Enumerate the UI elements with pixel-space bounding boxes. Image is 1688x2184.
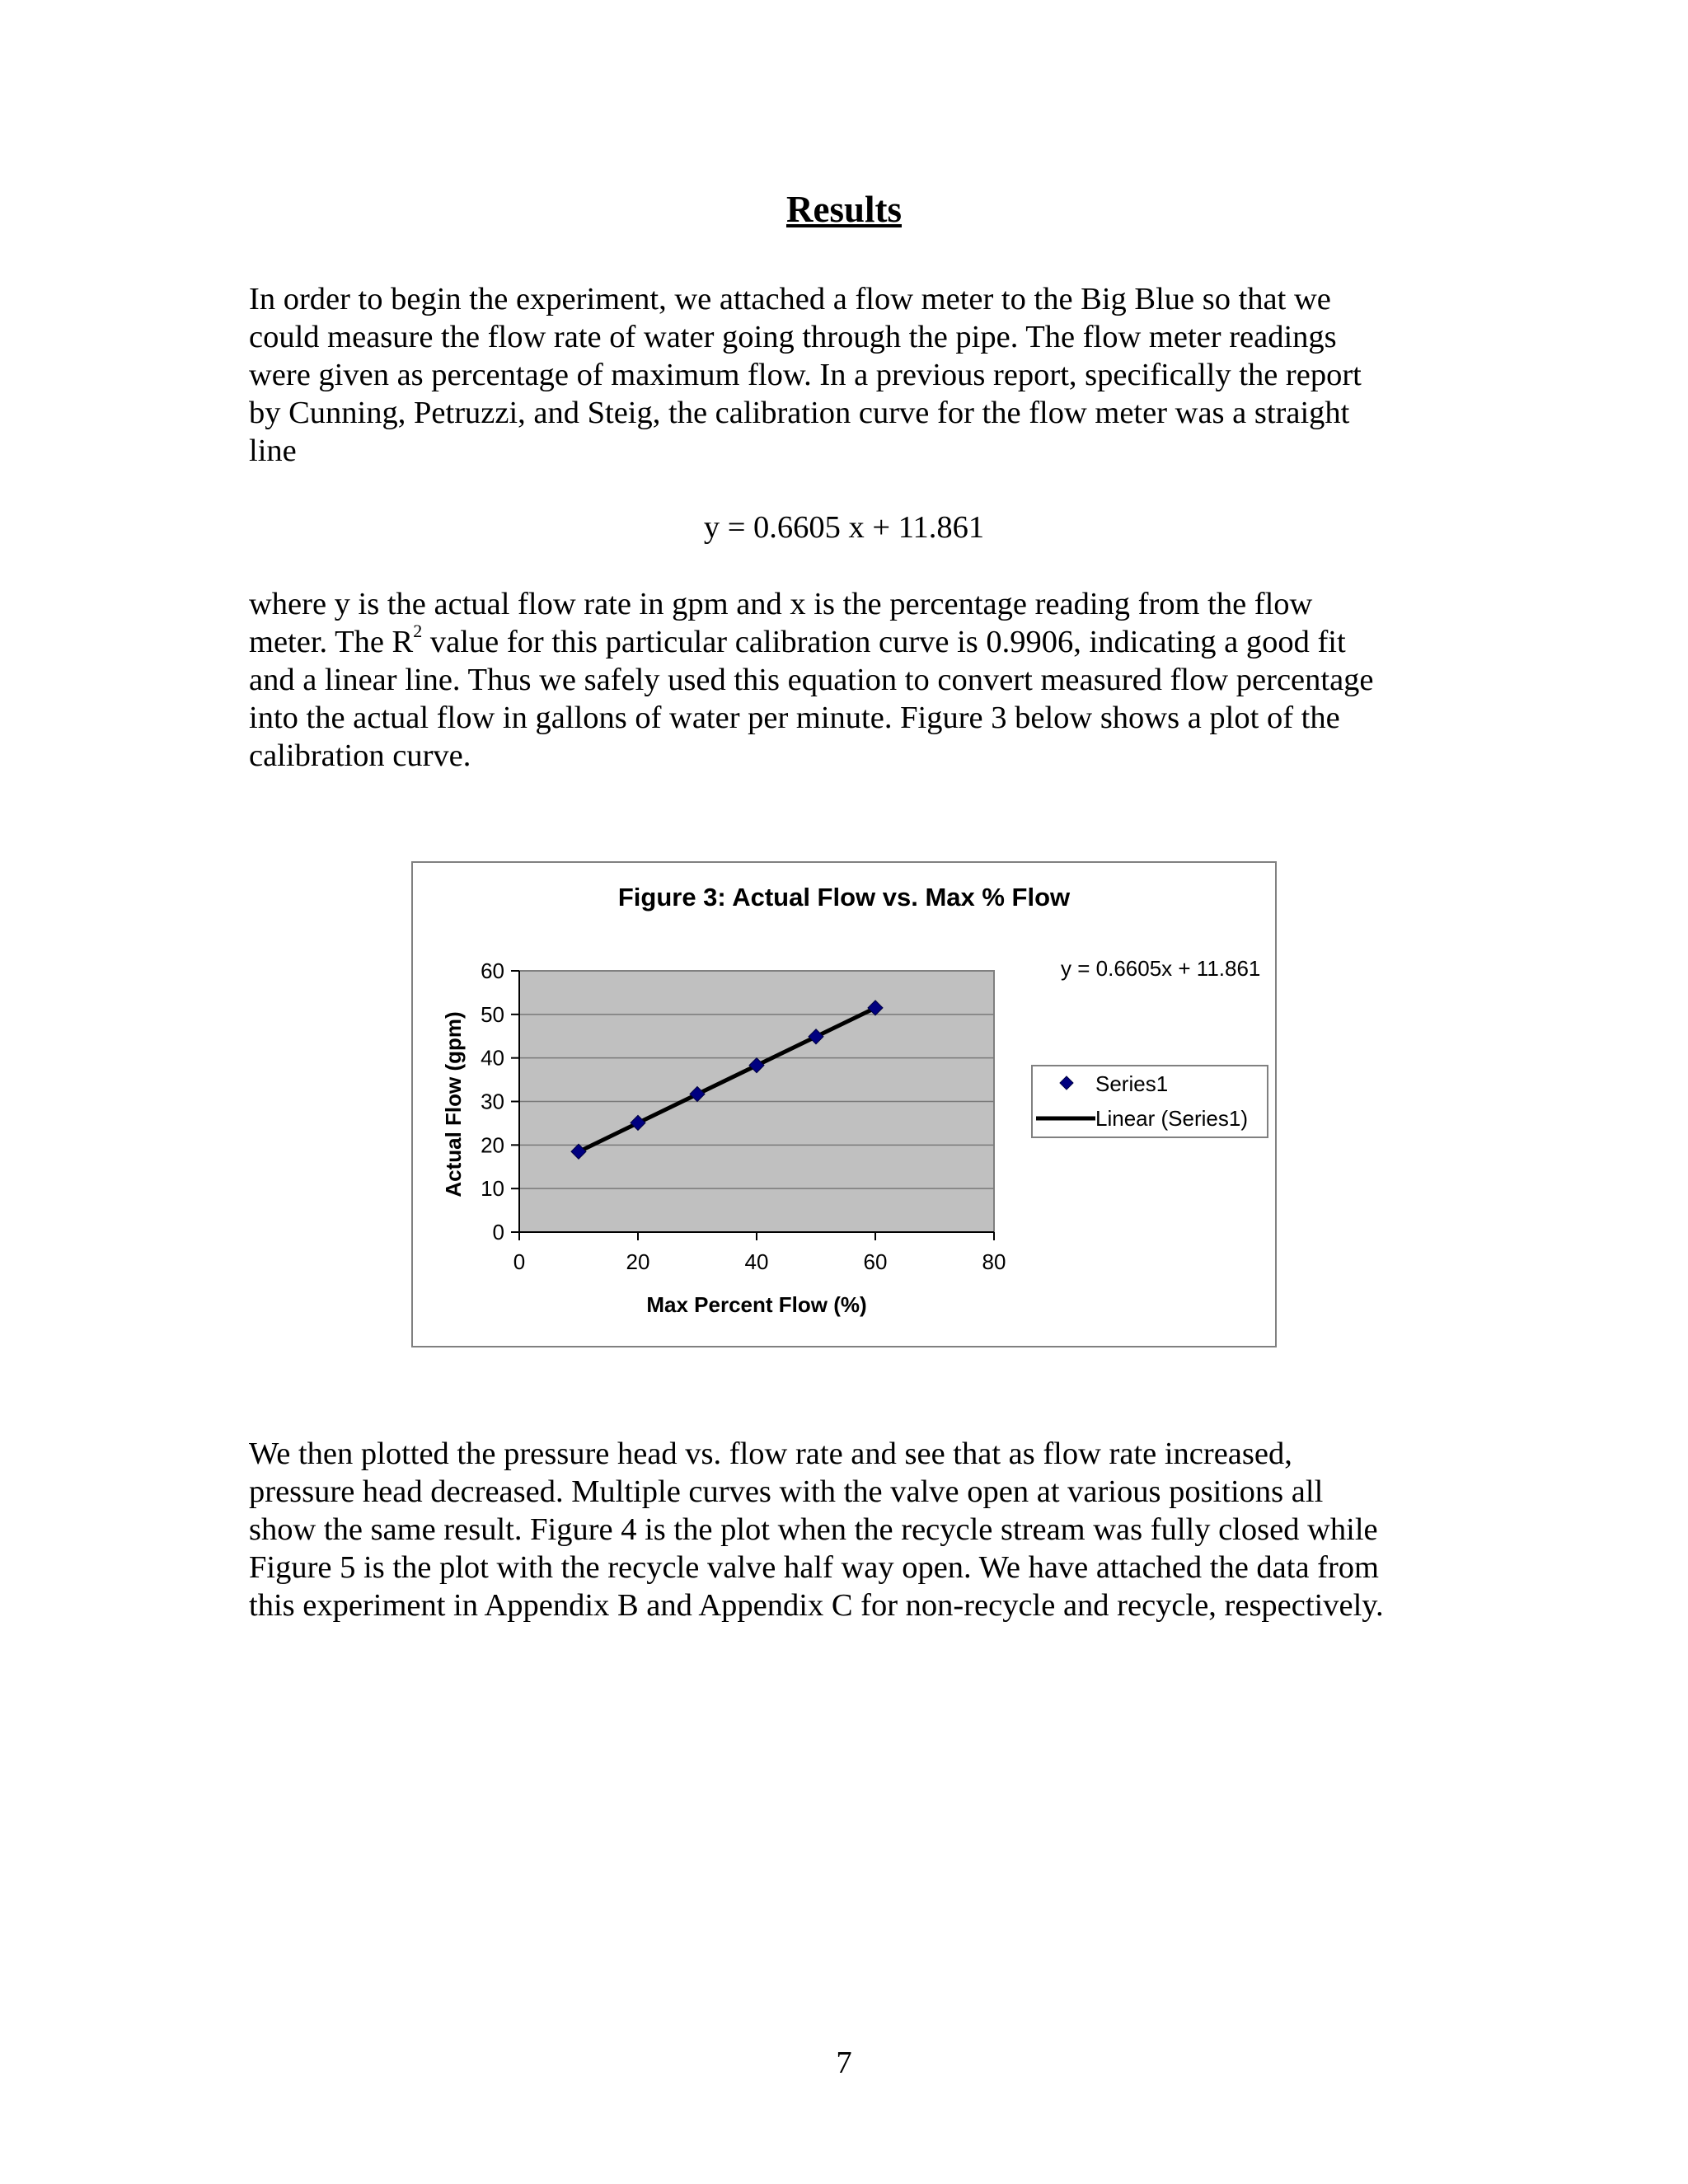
y-axis-label: Actual Flow (gpm) (441, 1011, 466, 1197)
y-tick-label: 60 (481, 958, 504, 983)
text-line: calibration curve. (249, 738, 471, 773)
text-line: into the actual flow in gallons of water per minute. Figure 3 below shows a plot of the (249, 701, 1340, 735)
x-tick-label: 0 (513, 1249, 526, 1274)
text-line: this experiment in Appendix B and Appendix C for non-recycle and recycle, respectively. (249, 1588, 1384, 1623)
y-tick-label: 30 (481, 1089, 504, 1114)
calibration-equation: y = 0.6605 x + 11.861 (703, 510, 985, 545)
text-segment: value for this particular calibration curve is 0.9906, indicating a good fit (422, 625, 1346, 659)
y-tick-label: 0 (492, 1220, 504, 1244)
text-line: where y is the actual flow rate in gpm and x is the percentage reading from the flow (249, 587, 1313, 621)
legend-entry-linear: Linear (Series1) (1095, 1106, 1248, 1131)
x-tick-label: 20 (626, 1249, 650, 1274)
x-tick-label: 40 (744, 1249, 769, 1274)
x-tick-label: 80 (982, 1249, 1006, 1274)
x-axis-label: Max Percent Flow (%) (646, 1292, 867, 1317)
text-line: In order to begin the experiment, we attached a flow meter to the Big Blue so that we (249, 282, 1331, 316)
y-tick-label: 10 (481, 1176, 504, 1202)
page-title: Results (785, 189, 902, 230)
text-line: show the same result. Figure 4 is the plot when the recycle stream was fully closed while (249, 1512, 1378, 1547)
text-line: by Cunning, Petruzzi, and Steig, the calibration curve for the flow meter was a straight (249, 396, 1350, 430)
x-tick-label: 60 (863, 1249, 888, 1274)
y-tick-label: 20 (481, 1132, 504, 1158)
superscript: 2 (413, 621, 423, 642)
legend (1032, 1066, 1268, 1137)
y-tick-label: 40 (481, 1045, 504, 1071)
text-line: were given as percentage of maximum flow. In a previous report, specifically the report (249, 358, 1362, 392)
text-line: pressure head decreased. Multiple curves with the valve open at various positions all (249, 1474, 1324, 1509)
results-paragraph (249, 1435, 1452, 1624)
text-line: could measure the flow rate of water going through the pipe. The flow meter readings (249, 320, 1337, 354)
chart-title: Figure 3: Actual Flow vs. Max % Flow (617, 883, 1071, 912)
legend-entry-series1: Series1 (1095, 1071, 1169, 1096)
y-tick-label: 50 (481, 1001, 504, 1027)
text-line: Figure 5 is the plot with the recycle valve half way open. We have attached the data from (249, 1550, 1379, 1585)
text-segment: meter. The R (249, 625, 414, 659)
page-number: 7 (836, 2046, 852, 2080)
trendline-equation: y = 0.6605x + 11.861 (1061, 956, 1261, 981)
text-line: and a linear line. Thus we safely used this equation to convert measured flow percentage (249, 663, 1374, 697)
text-line: line (249, 434, 297, 468)
text-line: We then plotted the pressure head vs. flow rate and see that as flow rate increased, (249, 1436, 1292, 1471)
